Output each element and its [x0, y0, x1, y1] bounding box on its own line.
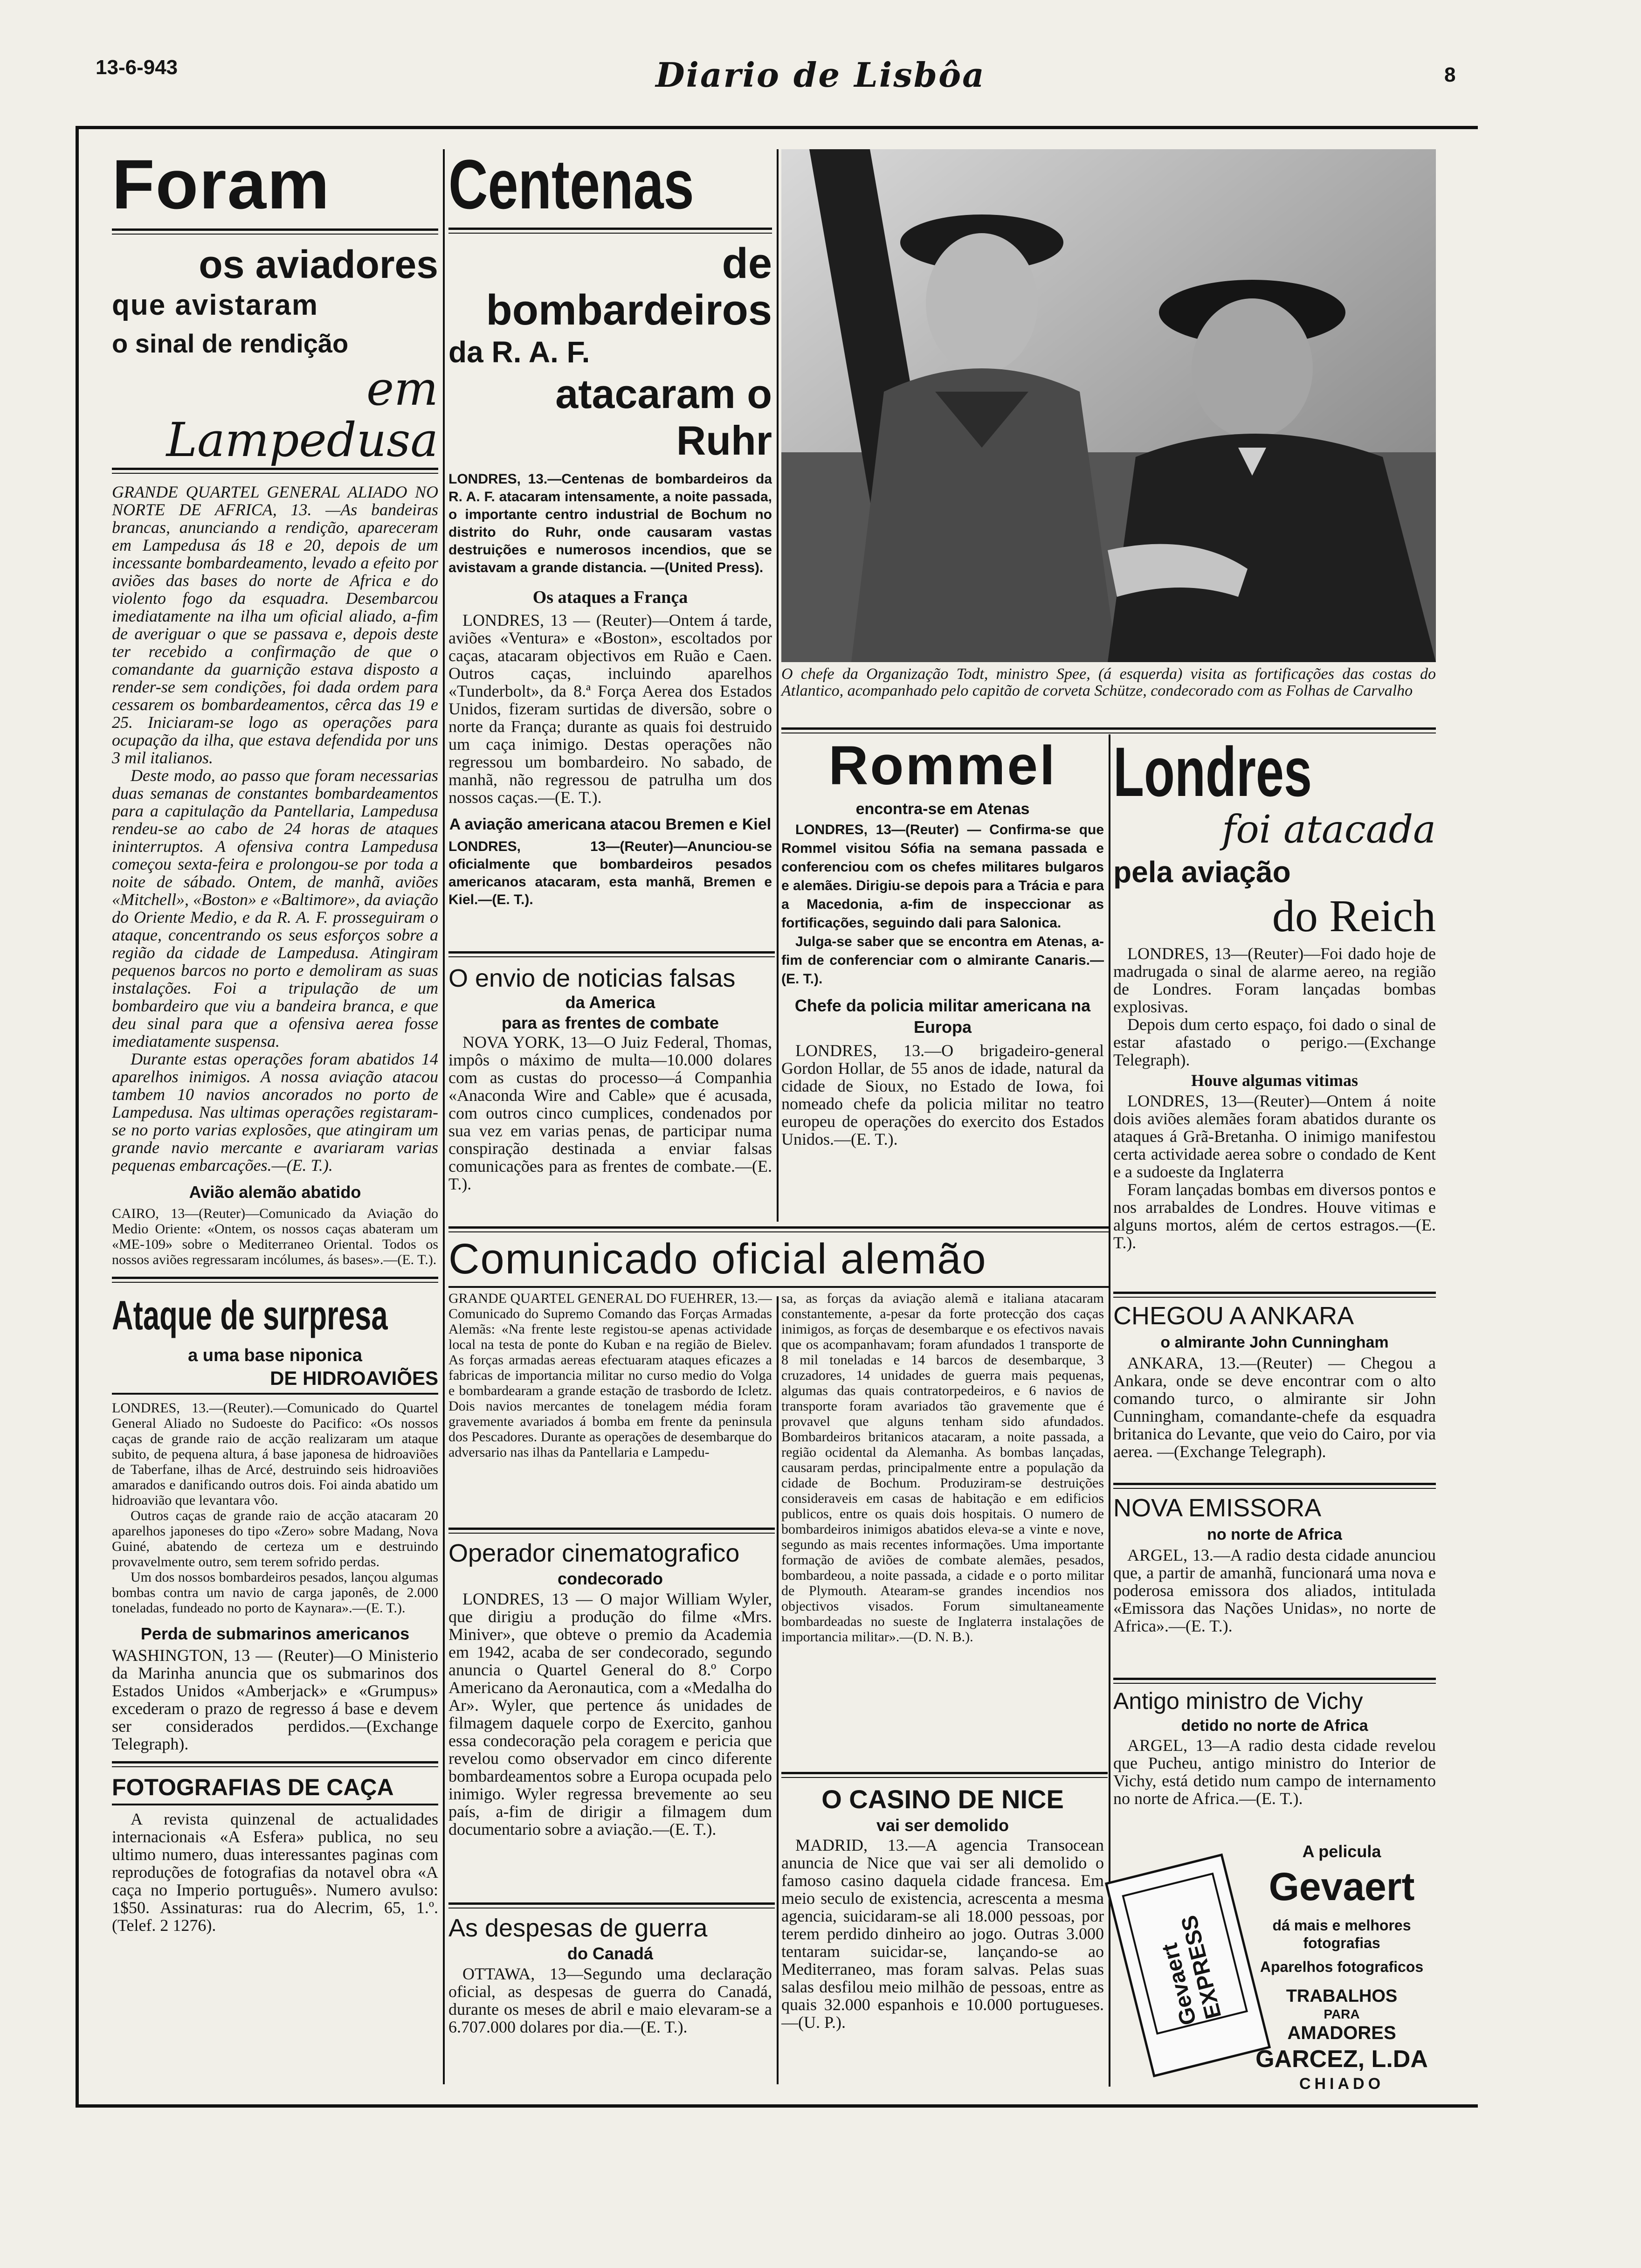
headline-rommel: Rommel: [828, 737, 1057, 796]
subhead-aviao: Avião alemão abatido: [189, 1182, 361, 1202]
article-ankara: [1113, 1301, 1436, 1478]
ad-line-6: AMADORES: [1287, 2023, 1396, 2043]
divider: [112, 1761, 438, 1767]
ataque-body-3: Um dos nossos bombardeiros pesados, lançou algumas bombas contra um navio de carga japonês, de 2.000 toneladas, fundeado no porto de Kaynara».—(E. T.).: [112, 1570, 438, 1616]
comunicado-col1-text: GRANDE QUARTEL GENERAL DO FUEHRER, 13.—Comunicado do Supremo Comando das Forças Armadas Alemãs: «Na frente leste registou-se apenas actividade local na testa de ponte do Kuban e na região de Bielev. As forças armadas aereas efectuaram ataques eficazes a fabricas de importancia militar no curso medio do Volga e bombardearam a grande estação de trasbordo de Icletz. Dois navios mercantes de tonelagem média foram gravemente avariados á bomba em frente da peninsula dos Pescadores. Durante as operações de desembarque do adversario nas ilhas da Pantellaria e Lampedu-: [448, 1291, 772, 1460]
subhead-condecorado: condecorado: [557, 1569, 663, 1588]
policia-body: LONDRES, 13.—O brigadeiro-general Gordon Hollar, de 55 anos de idade, natural da cidade de Sioux, no Estado de Iowa, foi nomeado chefe da policia militar no teatro europeu de operações do exercito dos Estados Unidos.—(E. T.).: [781, 1041, 1104, 1148]
subhead-frentes: para as frentes de combate: [501, 1013, 719, 1032]
subhead-canada: do Canadá: [567, 1944, 654, 1963]
comunicado-col2-text: sa, as forças da aviação alemã e italiana atacaram constantemente, a-pesar da forte protecção dos caças inimigos, as forças de desembarque e os efectivos navais que os acompanhavam; foram afundados 1 transporte de 8 mil toneladas e 14 barcos de desembarque, 3 cruzadores, 14 unidades de guerra mais pequenas, algumas das quais contratorpedeiros, e 6 navios de transporte foram avariados tão gravemente que é provavel que alguns tenham sido afundados. Bombardeiros britanicos atacaram, a noite passada, a região ocidental da Alemanha. As bombas lançadas, causaram perdas, principalmente entre a população da cidade de Bochum. Produziram-se destruições consideraveis em casas de habitação e em edificios publicos, entre os quais dois hospitais. O numero de bombardeiros inimigos abatidos eleva-se a vinte e nove, segundo as mais recentes informações. Uma importante formação de aviões de combate alemães, pesados, bombardeou, a noite passada, a cidade e o porto militar de Plymouth. Atearam-se grandes incendios nos objectivos visados. Forum simultaneamente bombardeadas no sueste de Inglaterra instalações de importancia militar».—(D. N. B.).: [781, 1291, 1104, 1645]
londres-body-2: Depois dum certo espaço, foi dado o sinal de estar afastado o perigo.—(Exchange Telegraph).: [1113, 1015, 1436, 1069]
ad-line-8: CHIADO: [1299, 2075, 1385, 2093]
article-emissora: [1113, 1493, 1436, 1680]
subhead-franca: Os ataques a França: [532, 588, 688, 607]
article-casino: [781, 1784, 1104, 2092]
page-number: 8: [1444, 63, 1456, 86]
divider: [448, 228, 772, 234]
envio-body: NOVA YORK, 13—O Juiz Federal, Thomas, impôs o máximo de multa—10.000 dolares com as custas do processo—á Companhia «Anaconda Wire and Cable» que é acusada, com outros cinco cumplices, condenados por sua vez em varias penas, de participar numa conspiração destinada a enviar falsas comunicações para as frentes de combate.—(E. T.).: [448, 1033, 772, 1193]
operador-body: LONDRES, 13 — O major William Wyler, que dirigiu a produção do filme «Mrs. Miniver», que obteve o premio da Academia em 1942, acaba de ser condecorado, segundo anuncia o Quartel General do 8.º Corpo Americano da Aeronautica, com a «Medalha do Ar». Wyler, que pertence ás unidades de filmagem daquele corpo de Exercito, ganhou essa condecoração pela coragem e pericia que revelou como observador em cinco diferente bombardeamentos sobre a Europa ocupada pelo inimigo. Wyler regressa brevemente ao seu país, a-fim de dirigir a filmagem dum documentario sobre a aviação.—(E. T.).: [448, 1590, 772, 1839]
article-vichy: [1113, 1687, 1436, 1846]
foram-body-3: Durante estas operações foram abatidos 14 aparelhos inimigos. A nossa aviação atacou tambem 10 navios ancorados no porto de Lampedusa. Nas ultimas operações registaram-se no porto varias explosões, que atingiram um grande navio mercante e avariaram varias pequenas embarcações.—(E. T.).: [112, 1050, 438, 1175]
divider: [1113, 1678, 1436, 1684]
article-rommel: [781, 737, 1104, 1222]
ad-brand: Gevaert: [1269, 1865, 1415, 1908]
divider: [448, 1528, 775, 1534]
ad-line-3: Aparelhos fotograficos: [1260, 1958, 1424, 1975]
column-rule: [777, 149, 779, 1222]
photo-caption: O chefe da Organização Todt, ministro Spee, (á esquerda) visita as fortificações das costas do Atlantico, acompanhado pelo capitão de corveta Schütze, condecorado com as Folhas de Carvalho: [781, 665, 1436, 699]
divider: [1113, 1483, 1436, 1489]
ataque-body: LONDRES, 13.—(Reuter).—Comunicado do Quartel General Aliado no Sudoeste do Pacifico: «Os nossos caças de grande raio de acção realizaram um ataque subito, de pequena altura, á base japonesa de hidroaviões de Taberfane, ilhas de Arcé, destruindo seis hidroaviões amarados e danificando outros dois. Foi ainda abatido um hidroavião que levantara vôo.: [112, 1400, 438, 1508]
vichy-body: ARGEL, 13—A radio desta cidade revelou que Pucheu, antigo ministro do Interior de Vichy, está detido num campo de internamento no norte de Africa.—(E. T.).: [1113, 1736, 1436, 1808]
foram-body: GRANDE QUARTEL GENERAL ALIADO NO NORTE DE AFRICA, 13. —As bandeiras brancas, anunciando a rendição, apareceram em Lampedusa ás 18 e 20, depois de um incessante bombardeamento, levado a efeito por aviões das bases do norte de Africa e do violento fogo da esquadra. Desembarcou imediatamente na ilha um oficial aliado, a-fim de averiguar o que se passava e, depois deste ter recebido a confirmação de que o comandante da guarnição estava disposto a render-se sem condições, foi dada ordem para cessarem os bombardeamentos, cêrca das 19 e 25. Iniciaram-se logo as operações para ocupação da ilha, que estava defendida por uns 3 mil italianos.: [112, 483, 438, 767]
vitimas-body: LONDRES, 13—(Reuter)—Ontem á noite dois aviões alemães foram abatidos durante os ataques á Grã-Bretanha. O inimigo manifestou certa actividade aerea sobre o condado de Kent e a sudoeste da Inglaterra: [1113, 1092, 1436, 1181]
divider: [112, 468, 438, 474]
subhead-demolido: vai ser demolido: [876, 1816, 1009, 1835]
headline-casino: O CASINO DE NICE: [821, 1784, 1064, 1814]
headline-vichy: Antigo ministro de Vichy: [1113, 1688, 1363, 1714]
divider: [448, 1226, 1109, 1232]
headline-pela-aviacao: pela aviação: [1113, 855, 1291, 889]
comunicado-col1: [448, 1291, 772, 1524]
headline-lampedusa: em Lampedusa: [166, 361, 438, 467]
divider: [112, 228, 438, 235]
column-rule: [777, 1296, 779, 2084]
despesas-body: OTTAWA, 13—Segundo uma declaração oficial, as despesas de guerra do Canadá, durante os meses de abril e maio elevaram-se a 6.707.000 dolares por dia.—(E. T.).: [448, 1964, 772, 2036]
comunicado-col2: [781, 1291, 1104, 1766]
film-box: [1105, 1853, 1271, 2077]
subhead-policia: Chefe da policia militar americana na Europa: [794, 996, 1091, 1037]
article-foram: [112, 149, 438, 2084]
divider: [112, 1393, 438, 1395]
ad-line-7: GARCEZ, L.DA: [1255, 2046, 1428, 2073]
aviao-body: CAIRO, 13—(Reuter)—Comunicado da Aviação do Medio Oriente: «Ontem, os nossos caças abateram um «ME-109» sobre o Mediterraneo Oriental. Todos os nossos aviões regressaram incólumes, ás bases».—(E. T.).: [112, 1206, 438, 1267]
ad-line-2: dá mais e melhores fotografias: [1272, 1917, 1411, 1951]
vitimas-body-2: Foram lançadas bombas em diversos pontos e nos arrabaldes de Londres. Houve vitimas e alguns mortos, além de certos estragos.—(E. T.).: [1113, 1180, 1436, 1252]
article-operador: [448, 1539, 772, 1898]
headline-do-reich: do Reich: [1272, 891, 1436, 941]
masthead-title: Diario de Lisbôa: [655, 55, 986, 95]
headline-bombardeiros: de bombardeiros: [486, 240, 772, 334]
column-rule: [443, 149, 445, 2084]
submarinos-body: WASHINGTON, 13 — (Reuter)—O Ministerio da Marinha anuncia que os submarinos dos Estados Unidos «Amberjack» e «Grumpus» excederam o prazo de regresso á base e devem ser considerados perdidos.—(Exchange Telegraph).: [112, 1646, 438, 1753]
headline-fotografias: FOTOGRAFIAS DE CAÇA: [112, 1774, 394, 1800]
photo-two-officers: [781, 149, 1436, 662]
article-envio: [448, 964, 772, 1216]
divider: [781, 1772, 1108, 1778]
londres-body: LONDRES, 13—(Reuter)—Foi dado hoje de madrugada o sinal de alarme aereo, na região de Londres. Foram lançadas bombas explosivas.: [1113, 944, 1436, 1016]
headline-foi-atacada: foi atacada: [1222, 808, 1436, 852]
subhead-detido: detido no norte de Africa: [1181, 1717, 1368, 1735]
foram-body-2: Deste modo, ao passo que foram necessarias duas semanas de constantes bombardeamentos para a capitulação da Pantellaria, Lampedusa rendeu-se ao cabo de 24 horas de ataques ininterruptos. A ofensiva contra Lampedusa começou sexta-feira e prolongou-se por toda a noite de sábado. Ontem, de manhã, aviões «Mitchell», «Boston» e «Baltimore», da aviação do Oriente Medio, e da R. A. F. prosseguiram o ataque, concentrando os seus esforços sobre a região da cidade de Lampedusa. Atingiram pequenos barcos no porto e demoliram as suas instalações. Foi a tripulação de um bombardeiro que viu a bandeira branca, e que deu sinal para que a ofensiva aerea fosse imediatamente suspensa.: [112, 766, 438, 1051]
subhead-vitimas: Houve algumas vitimas: [1191, 1071, 1358, 1090]
ad-line-4: TRABALHOS: [1286, 1986, 1398, 2006]
headline-operador: Operador cinematografico: [448, 1539, 740, 1567]
ad-line-1: A pelicula: [1302, 1842, 1381, 1861]
article-londres: [1113, 737, 1436, 1287]
divider: [112, 1277, 438, 1283]
headline-despesas: As despesas de guerra: [448, 1914, 708, 1942]
subhead-norte-africa: no norte de Africa: [1207, 1526, 1342, 1543]
ankara-body: ANKARA, 13.—(Reuter) — Chegou a Ankara, onde se deve encontrar com o alto comando turco, o almirante sir John Cunningham, comandante-chefe da esquadra britanica do Levante, que veio do Cairo, por via aerea. —(Exchange Telegraph).: [1113, 1354, 1436, 1461]
divider: [1113, 1292, 1436, 1298]
headline-londres: Londres: [1113, 737, 1312, 811]
subhead-base-niponica: a uma base niponica: [188, 1346, 362, 1365]
headline-aviadores: os aviadores: [199, 242, 438, 286]
headline-ataque: Ataque de surpresa: [112, 1292, 388, 1338]
subhead-bremen-kiel: A aviação americana atacou Bremen e Kiel: [449, 816, 772, 833]
rommel-body: LONDRES, 13—(Reuter) — Confirma-se que Rommel visitou Sófia na semana passada e conferenciou com os chefes militares bulgaros e alemães. Dirigiu-se depois para a Trácia e para a Macedonia, a-fim de inspeccionar as fortificações, seguindo dali para Salonica.: [781, 822, 1104, 931]
fotografias-body: A revista quinzenal de actualidades internacionais «A Esfera» publica, no seu ultimo numero, duas interessantes paginas com reproduções de fotografias da notavel obra «A caça no Imperio português». Numero avulso: 1$50. Assinaturas: rua do Alecrim, 65, 1.º. (Telef. 2 1276).: [112, 1810, 438, 1935]
news-photo: [781, 149, 1436, 662]
headline-avistaram: que avistaram: [112, 289, 318, 321]
headline-centenas: Centenas: [448, 149, 694, 223]
emissora-body: ARGEL, 13.—A radio desta cidade anunciou que, a partir de amanhã, funcionará uma nova e poderosa emissora dos aliados, intitulada «Emissora das Nações Unidas», no norte de Africa».—(E. T.).: [1113, 1546, 1436, 1635]
subhead-submarinos: Perda de submarinos americanos: [140, 1624, 410, 1643]
rommel-body-2: Julga-se saber que se encontra em Atenas, a-fim de conferenciar com o almirante Canaris.—(E. T.).: [781, 934, 1104, 987]
headline-raf: da R. A. F.: [448, 335, 590, 369]
divider: [448, 1286, 1109, 1288]
subhead-hidroavioes: DE HIDROAVIÕES: [270, 1367, 438, 1389]
ataque-body-2: Outros caças de grande raio de acção atacaram 20 aparelhos japoneses do tipo «Zero» sobre Madang, Nova Guiné, abatendo de certeza um e destruindo provavelmente outro, sem terem sofrido perdas.: [112, 1508, 438, 1570]
divider: [112, 1804, 438, 1805]
franca-body: LONDRES, 13 — (Reuter)—Ontem á tarde, aviões «Ventura» e «Boston», escoltados por caças, atacaram objectivos em Ruão e Caen. Outros caças, incluindo aparelhos «Tunderbolt», da 8.ª Força Aerea dos Estados Unidos, fizeram surtidas de diversão, sobre o norte da França; durante as quais foi destruido um caça inimigo. Destas operações não regressou um bombardeiro. No sabado, de manhã, não regressou de patrulha um dos nossos caças.—(E. T.).: [448, 611, 772, 807]
divider: [781, 727, 1436, 733]
issue-date: 13-6-943: [96, 56, 178, 79]
divider: [448, 951, 775, 957]
subhead-atenas: encontra-se em Atenas: [855, 800, 1030, 818]
divider: [448, 1902, 775, 1908]
film-box-label: Gevaert EXPRESS: [1157, 1913, 1227, 2028]
headline-ruhr: atacaram o Ruhr: [555, 371, 772, 463]
centenas-lead: LONDRES, 13.—Centenas de bombardeiros da R. A. F. atacaram intensamente, a noite passada, o importante centro industrial de Bochum no distrito do Ruhr, onde causaram vastas destruições e numerosos incendios, que se avistavam a grande distancia. —(United Press).: [448, 471, 772, 575]
bremen-kiel-body: LONDRES, 13—(Reuter)—Anunciou-se oficialmente que bombardeiros pesados americanos atacaram, esta manhã, Bremen e Kiel.—(E. T.).: [448, 839, 772, 907]
headline-foram: Foram: [112, 149, 331, 223]
advertisement-gevaert: [1113, 1837, 1436, 2098]
headline-ankara: CHEGOU A ANKARA: [1113, 1302, 1354, 1330]
article-despesas: [448, 1914, 772, 2091]
subhead-america: da America: [565, 993, 655, 1012]
subhead-cunningham: o almirante John Cunningham: [1160, 1334, 1389, 1351]
headline-comunicado: Comunicado oficial alemão: [448, 1235, 987, 1283]
headline-rendicao: o sinal de rendição: [112, 329, 349, 358]
article-centenas: [448, 149, 772, 965]
casino-body: MADRID, 13.—A agencia Transocean anuncia de Nice que vai ser ali demolido o famoso casino daquela cidade francesa. Em meio seculo de existencia, acrescenta a mesma agencia, suicidaram-se ali 18.000 pessoas, por terem perdido dinheiro ao jogo. Outras 3.000 tentaram suicidar-se, lançando-se ao Mediterraneo, mas foram salvas. Pelas suas salas desfilou meio milhão de pessoas, entre as quais 32.000 espanhois e 10.000 portugueses. —(U. P.).: [781, 1836, 1104, 2032]
headline-emissora: NOVA EMISSORA: [1113, 1494, 1322, 1522]
ad-line-5: PARA: [1324, 2007, 1360, 2021]
headline-envio: O envio de noticias falsas: [448, 964, 736, 992]
